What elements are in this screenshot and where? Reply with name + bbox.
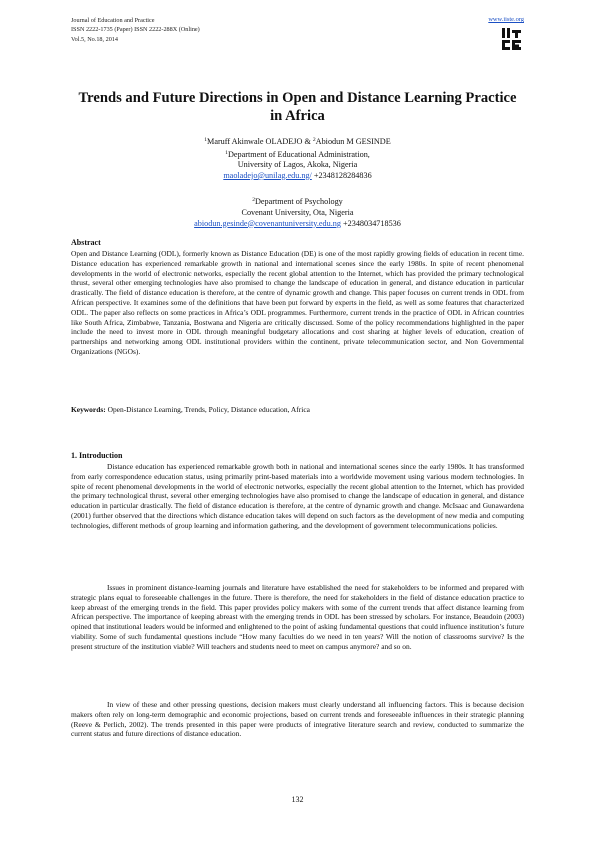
journal-url-link[interactable]: www.iiste.org <box>488 16 524 23</box>
keywords-label: Keywords: <box>71 405 106 414</box>
abstract-text: Open and Distance Learning (ODL), formerly known as Distance Education (DE) is one of the most rapidly growing fields of education in recent time. Distance education has experienced remarkable growth in national and international scenes since the early 1980s. In spite of recent phenomenal developments in the world of electronic networks, especially the recent global attention to the Internet, which has provided the primary technological thrust, several other emerging technologies have also promised to change the landscape of education in general, and distance education in particular drastically. The field of distance education is therefore, at the centre of dynamic growth and change. This paper focuses on current trends in ODL from African perspective. It examines some of the definitions that have been put forward by experts in the field, as well as some features that characterized ODL. The paper also reflects on some practices in Africa’s ODL programmes. Furthermore, current trends in the practice of ODL in African countries like South Africa, Zimbabwe, Tanzania, Bostwana and Nigeria are critically discussed. Some of the policy recommendations highlighted in the paper include the need to invest more in ODL through meaningful budgetary allocations and cost sharing at higher levels of education, creation of partnerships and networking among ODL institutional providers within the continent, private telecommunication sector, and Non Governmental Organizations (NGOs). <box>71 249 524 356</box>
paragraph: Issues in prominent distance-learning journals and literature have established the need for stakeholders to be informed and prepared with strategic plans equal to foreseeable challenges in the future. There is therefore, the need for stakeholders in the field of distance education practice to keep abreast of the emerging trends in the field. This paper provides policy makers with some of the current trends that affect distance learning from African perspective. The importance of keeping abreast with the emerging trends in ODL has been stressed by scholars. For instance, Beaudoin (2003) opined that institutional leaders would be informed and enlightened to the point of asking fundamental questions that could influence institution’s future viability. Some of such fundamental questions include “How many faculties do we need in ten years? Will the notion of classrooms survive? Is the present structure of the institution viable? Will teachers and students need to meet on campus anymore? and so on. <box>71 583 524 651</box>
iiste-logo <box>500 26 524 52</box>
author-superscript: 1 <box>204 137 208 143</box>
affiliation-1-dept: $^1$Department of Educational Administration, <box>225 149 370 159</box>
journal-issn: ISSN 2222-1735 (Paper) ISSN 2222-288X (Online) <box>71 26 200 34</box>
abstract-heading: Abstract <box>71 238 101 247</box>
affiliation-superscript: 2 <box>252 197 255 204</box>
affiliation-2-institution: Covenant University, Ota, Nigeria <box>241 207 354 217</box>
keywords-list: Open-Distance Learning, Trends, Policy, Distance education, Africa <box>105 405 310 414</box>
author-name-first: Maruff Akinwale OLADEJO & <box>207 137 313 146</box>
keywords-line <box>71 405 524 415</box>
page-number: 132 <box>291 795 304 804</box>
author-superscript: 2 <box>312 137 316 143</box>
affiliation-1-institution: University of Lagos, Akoka, Nigeria <box>237 160 358 170</box>
journal-name: Journal of Education and Practice <box>71 17 155 24</box>
author-name-second: Abiodun M GESINDE <box>315 137 391 146</box>
author-2-email-link[interactable]: abiodun.gesinde@covenantuniversity.edu.ng <box>194 218 341 228</box>
paragraph: In view of these and other pressing questions, decision makers must clearly understand all influencing factors. This is because decision makers often rely on long-term demographic and economic projections, based on current trends and foreseeable influences in their strategic planning (Reeve & Perlich, 2002). The trends presented in this paper were products of integrative literature search and review, conducted to summarize the current status and future directions of distance education. <box>71 700 524 739</box>
affiliation-2-dept: $^2$Department of Psychology <box>252 197 343 207</box>
spacer <box>71 181 524 195</box>
affiliation-2-contact <box>71 219 524 230</box>
author-2-phone: +2348034718536 <box>340 218 401 228</box>
section-heading-introduction: 1. Introduction <box>71 451 123 460</box>
author-1-email-link[interactable]: maoladejo@unilag.edu.ng/ <box>223 170 312 180</box>
author-names <box>71 135 524 148</box>
affiliation-1-contact <box>71 171 524 182</box>
affiliation-superscript: 1 <box>225 149 228 156</box>
author-1-phone: +2348128284836 <box>311 170 372 180</box>
author-block <box>71 135 524 229</box>
paper-title: Trends and Future Directions in Open and Distance Learning Practice in Africa <box>78 90 517 124</box>
journal-header <box>71 16 200 44</box>
paragraph: Distance education has experienced remarkable growth both in national and international scenes since the early 1980s. It has transformed from early correspondence education status, using primarily print-based materials into a worldwide movement using various modern technologies. In spite of recent phenomenal developments in the world of electronic networks, especially the recent global attention to the Internet, which has provided the primary technological thrust, several other emerging technologies have also promised to change the landscape of education in general, and distance education in particular drastically. The field of distance education is therefore, at the centre of dynamic growth and change. McIsaac and Gunawardena (2001) further observed that the directions which distance education takes will depend on such factors as the development of new media and computing technologies, different methods of group learning and information gathering, and the development of government telecommunications policies. <box>71 462 524 530</box>
journal-volume: Vol.5, No.18, 2014 <box>71 35 118 43</box>
